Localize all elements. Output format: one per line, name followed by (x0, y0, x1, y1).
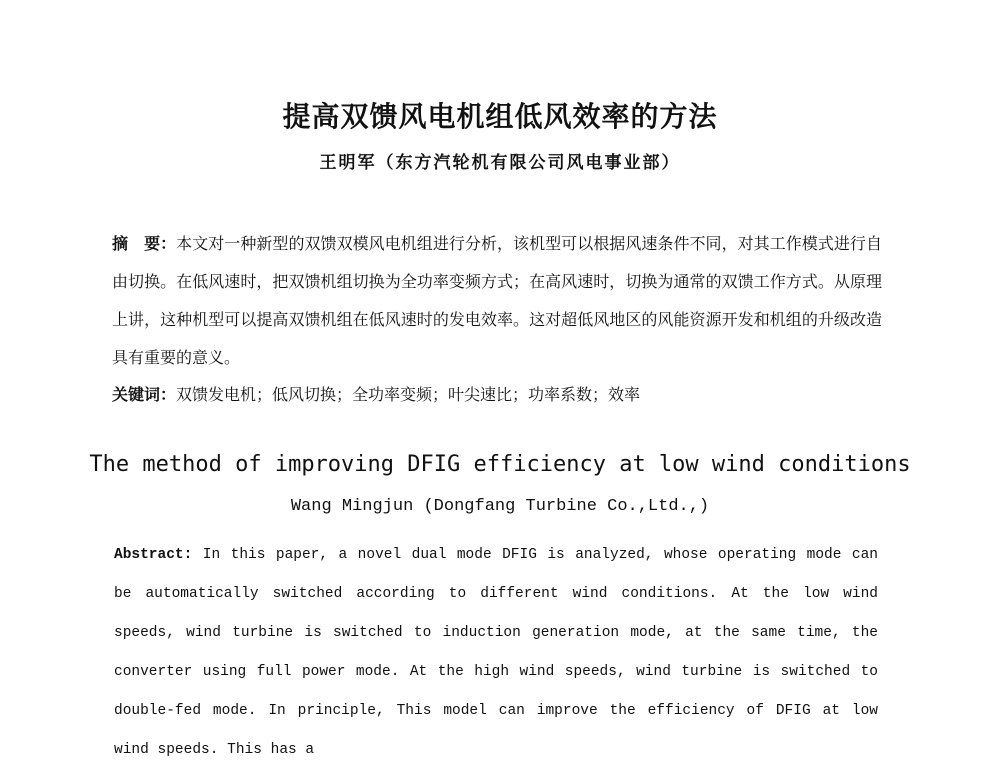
chinese-abstract-label: 摘 要： (112, 234, 177, 253)
chinese-abstract (112, 225, 882, 377)
chinese-title: 提高双馈风电机组低风效率的方法 (282, 100, 718, 133)
english-title: The method of improving DFIG efficiency at low wind conditions (89, 452, 911, 477)
english-abstract-label: Abstract: (114, 547, 193, 563)
chinese-keywords (112, 380, 882, 410)
chinese-keywords-label: 关键词： (112, 385, 177, 404)
chinese-abstract-text: 本文对一种新型的双馈双模风电机组进行分析，该机型可以根据风速条件不同，对其工作模式进行自由切换。在低风速时，把双馈机组切换为全功率变频方式；在高风速时，切换为通常的双馈工作方式。从原理上讲，这种机型可以提高双馈机组在低风速时的发电效率。这对超低风地区的风能资源开发和机组的升级改造具有重要的意义。 (112, 234, 882, 367)
chinese-keywords-text: 双馈发电机；低风切换；全功率变频；叶尖速比；功率系数；效率 (176, 385, 641, 404)
english-author-affiliation: Wang Mingjun (Dongfang Turbine Co.,Ltd.,) (290, 497, 710, 516)
english-abstract-text: In this paper, a novel dual mode DFIG is analyzed, whose operating mode can be automatically switched according to different wind conditions. At the low wind speeds, wind turbine is switched to induction generation mode, at the same time, the converter using full power mode. At the high wind speeds, wind turbine is switched to double-fed mode. In principle, This model can improve the efficiency of DFIG at low wind speeds. This has a (114, 547, 879, 758)
chinese-author-affiliation: 王明军（东方汽轮机有限公司风电事业部） (319, 153, 681, 173)
